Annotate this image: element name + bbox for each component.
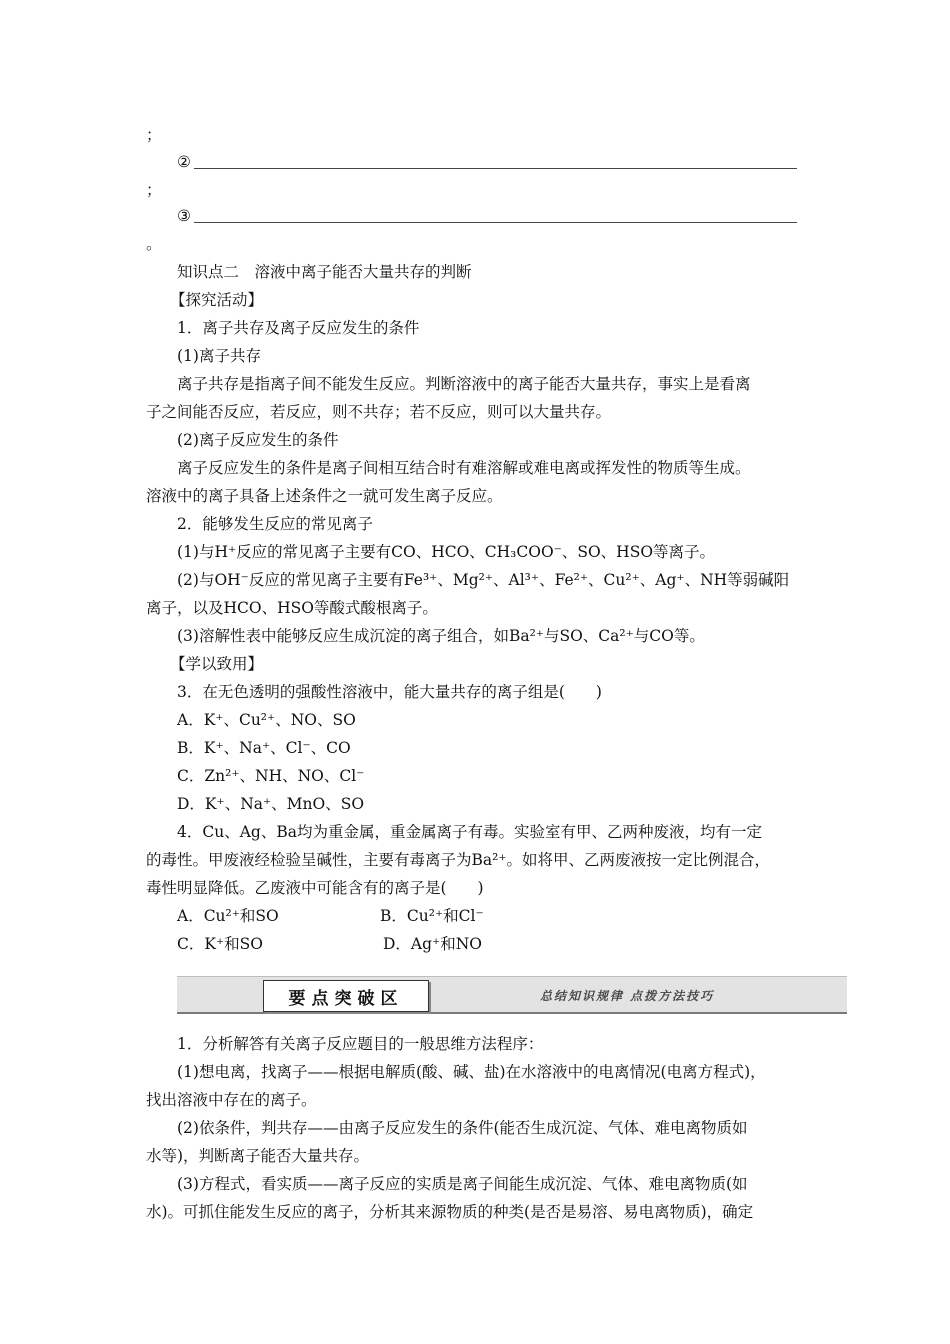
q3-stem: 3．在无色透明的强酸性溶液中，能大量共存的离子组是( ) [177,683,602,701]
q3-option-a[interactable]: A．K⁺、Cu²⁺、NO、SO [177,711,356,729]
p1-text2-b: 溶液中的离子具备上述条件之一就可发生离子反应。 [146,487,503,505]
q4-stem-a: 4．Cu、Ag、Ba均为重金属，重金属离子有毒。实验室有甲、乙两种废液，均有一定 [177,823,762,841]
apply-tag: 【学以致用】 [170,655,264,673]
blank-punct-2: ； [146,181,162,199]
blank-punct-3: 。 [146,235,162,253]
p1-title: 1．离子共存及离子反应发生的条件 [177,319,420,337]
summary-line2-b: 找出溶液中存在的离子。 [146,1091,317,1109]
q4-option-d[interactable]: D．Ag⁺和NO [383,935,482,953]
q4-option-c[interactable]: C．K⁺和SO [177,935,263,953]
summary-line3-b: 水等)，判断离子能否大量共存。 [146,1147,370,1165]
p1-text2-a: 离子反应发生的条件是离子间相互结合时有难溶解或难电离或挥发性的物质等生成。 [177,459,751,477]
banner-divider [177,1012,847,1014]
q3-option-d[interactable]: D．K⁺、Na⁺、MnO、SO [177,795,365,813]
banner-subtitle: 总结知识规律 点拨方法技巧 [540,989,715,1003]
q4-stem-c: 毒性明显降低。乙废液中可能含有的离子是( ) [146,879,484,897]
banner-title: 要点突破区 [263,980,429,1012]
summary-line4-a: (3)方程式，看实质——离子反应的实质是离子间能生成沉淀、气体、难电离物质(如 [177,1175,748,1193]
p1-text1-a: 离子共存是指离子间不能发生反应。判断溶液中的离子能否大量共存，事实上是看离 [177,375,751,393]
summary-line3-a: (2)依条件，判共存——由离子反应发生的条件(能否生成沉淀、气体、难电离物质如 [177,1119,748,1137]
summary-line1: 1．分析解答有关离子反应题目的一般思维方法程序： [177,1035,544,1053]
summary-line2-a: (1)想电离，找离子——根据电解质(酸、碱、盐)在水溶液中的电离情况(电离方程式)， [177,1063,766,1081]
blank-line-2[interactable] [194,168,797,169]
q4-stem-b: 的毒性。甲废液经检验呈碱性，主要有毒离子为Ba²⁺。如将甲、乙两废液按一定比例混合， [146,851,771,869]
q4-option-a[interactable]: A．Cu²⁺和SO [177,907,279,925]
p2-line2-a: (2)与OH⁻反应的常见离子主要有Fe³⁺、Mg²⁺、Al³⁺、Fe²⁺、Cu²⁺、Ag⁺、NH等弱碱阳 [177,571,790,589]
q3-option-b[interactable]: B．K⁺、Na⁺、Cl⁻、CO [177,739,351,757]
p1-sub2: (2)离子反应发生的条件 [177,431,339,449]
p2-title: 2．能够发生反应的常见离子 [177,515,373,533]
p1-sub1: (1)离子共存 [177,347,261,365]
blank-line-3[interactable] [194,222,797,223]
section-heading: 知识点二 溶液中离子能否大量共存的判断 [177,263,472,281]
blank-punct-1: ； [146,126,162,144]
blank-item-3-label: ③ [177,207,191,225]
p2-line1: (1)与H⁺反应的常见离子主要有CO、HCO、CH₃COO⁻、SO、HSO等离子。 [177,543,716,561]
blank-item-2-label: ② [177,153,191,171]
q4-option-b[interactable]: B．Cu²⁺和Cl⁻ [380,907,484,925]
explore-tag: 【探究活动】 [170,291,264,309]
p2-line3: (3)溶解性表中能够反应生成沉淀的离子组合，如Ba²⁺与SO、Ca²⁺与CO等。 [177,627,705,645]
p1-text1-b: 子之间能否反应，若反应，则不共存；若不反应，则可以大量共存。 [146,403,612,421]
p2-line2-b: 离子，以及HCO、HSO等酸式酸根离子。 [146,599,438,617]
q3-option-c[interactable]: C．Zn²⁺、NH、NO、Cl⁻ [177,767,365,785]
summary-line4-b: 水)。可抓住能发生反应的离子，分析其来源物质的种类(是否是易溶、易电离物质)，确定 [146,1203,754,1221]
